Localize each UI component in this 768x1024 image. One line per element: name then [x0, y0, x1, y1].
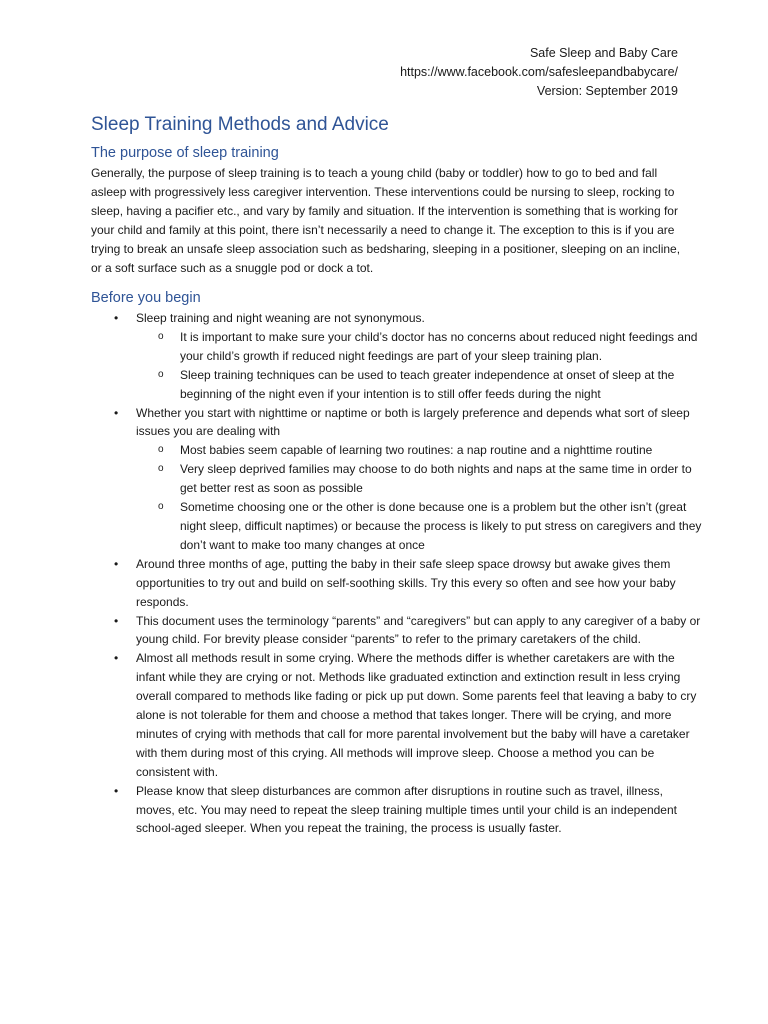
sub-bullet-item: o Sometime choosing one or the other is done because one is a problem but the other isn’t (great night sleep, difficult naptimes) or because the process is likely to put stress on caregivers and they don’t want to make too many changes at once — [136, 498, 704, 555]
section-heading-purpose: The purpose of sleep training — [91, 145, 279, 161]
bullet-item: • Please know that sleep disturbances are common after disruptions in routine such as travel, illness, moves, etc. You may need to repeat the sleep training multiple times until your child is an independent school-aged sleeper. When you repeat the training, the process is usually faster. — [114, 782, 704, 839]
sub-bullet-list — [136, 328, 704, 404]
sub-bullet-list — [136, 441, 704, 554]
org-name: Safe Sleep and Baby Care — [529, 46, 678, 60]
bullet-item — [114, 404, 704, 555]
bullet-text: Sleep training and night weaning are not synonymous. — [136, 311, 425, 325]
version-label: Version: September 2019 — [536, 84, 678, 98]
facebook-url[interactable]: https://www.facebook.com/safesleepandbabycare/ — [400, 65, 678, 79]
bullet-text: Whether you start with nighttime or naptime or both is largely preference and depends what sort of sleep issues you are dealing with — [136, 405, 690, 439]
document-title: Sleep Training Methods and Advice — [91, 114, 389, 135]
sub-bullet-item: o It is important to make sure your child’s doctor has no concerns about reduced night feedings and your child’s growth if reduced night feedings are part of your sleep training plan. — [136, 328, 704, 366]
before-bullet-list — [114, 309, 704, 838]
purpose-paragraph: Generally, the purpose of sleep training is to teach a young child (baby or toddler) how to go to bed and fall asleep with progressively less caregiver intervention. These interventions could be nursing to sleep, rocking to sleep, having a pacifier etc., and vary by family and situation. If the intervention is something that is working for your child and family at this point, there isn’t necessarily a need to change it. The exception to this is if you are trying to break an unsafe sleep association such as bedsharing, sleeping in a positioner, sleeping on an incline, or a soft surface such as a snuggle pod or dock a tot. — [91, 166, 681, 275]
sub-bullet-item: o Most babies seem capable of learning two routines: a nap routine and a nighttime routine — [136, 441, 704, 460]
document-header — [400, 44, 678, 101]
section-heading-before: Before you begin — [91, 290, 201, 306]
sub-bullet-item: o Sleep training techniques can be used to teach greater independence at onset of sleep at the beginning of the night even if your intention is to still offer feeds during the night — [136, 366, 704, 404]
bullet-item — [114, 309, 704, 404]
sub-bullet-item: o Very sleep deprived families may choose to do both nights and naps at the same time in order to get better rest as soon as possible — [136, 460, 704, 498]
bullet-item: • Almost all methods result in some crying. Where the methods differ is whether caretakers are with the infant while they are crying or not. Methods like graduated extinction and extinction result in less crying overall compared to methods like fading or pick up put down. Some parents feel that leaving a baby to cry alone is not tolerable for them and choose a method that takes longer. There will be crying, and more minutes of crying with methods that call for more parental involvement but the baby will have a caretaker with them during most of this crying. All methods will improve sleep. Choose a method you can be consistent with. — [114, 649, 704, 781]
bullet-item: • This document uses the terminology “parents” and “caregivers” but can apply to any caregiver of a baby or young child. For brevity please consider “parents” to refer to the primary caretakers of the child. — [114, 612, 704, 650]
bullet-item: • Around three months of age, putting the baby in their safe sleep space drowsy but awake gives them opportunities to try out and build on self-soothing skills. Try this every so often and see how your baby responds. — [114, 555, 704, 612]
